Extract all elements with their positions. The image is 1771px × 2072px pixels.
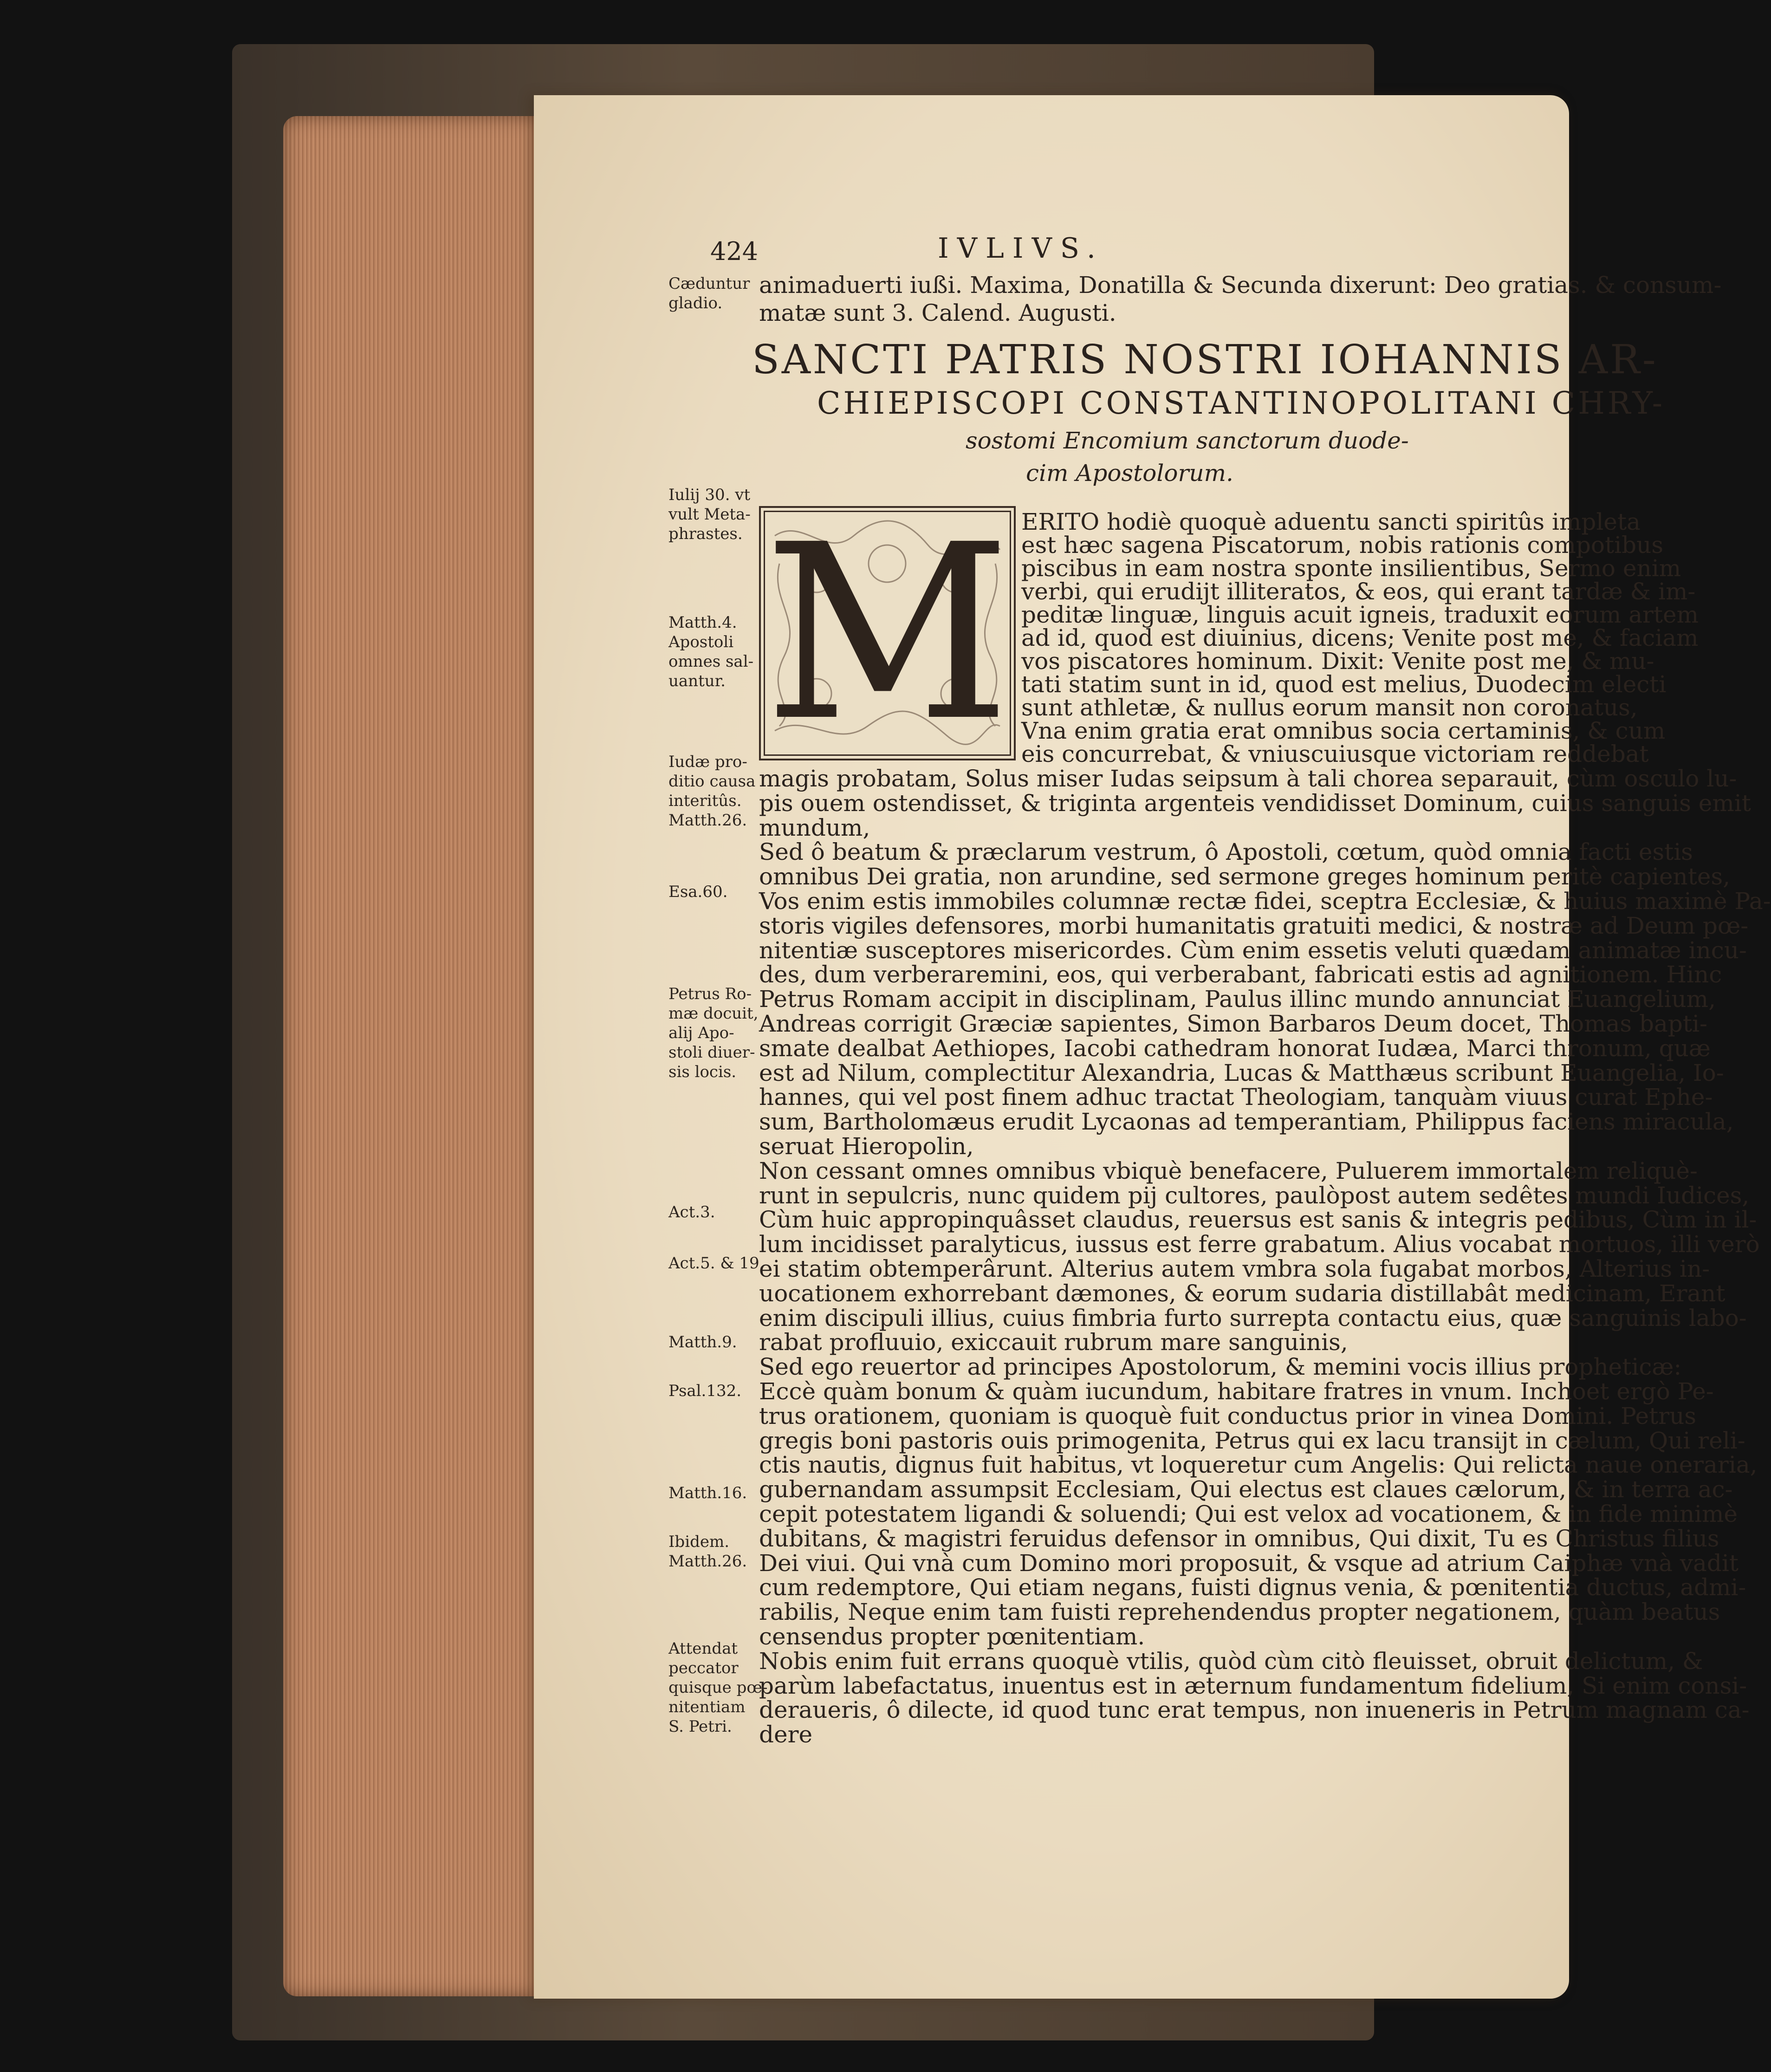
margin-note: Cæduntur gladio. xyxy=(668,274,750,312)
margin-note: Esa.60. xyxy=(668,883,728,901)
margin-note: Matth.16. xyxy=(668,1484,747,1502)
margin-note: Attendat peccator quisque pœ- nitentiam S. Petri. xyxy=(668,1639,768,1736)
text-line: eis concurrebat, & vniuscuiusque victoriam reddebat xyxy=(1021,740,1649,767)
text-line: seruat Hieropolin, xyxy=(759,1133,974,1160)
text-line: cepit potestatem ligandi & soluendi; Qui est velox ad vocationem, & in fide minimè xyxy=(759,1500,1738,1527)
chapter-subtitle: cim Apostolorum. xyxy=(1026,460,1233,487)
text-line: est hæc sagena Piscatorum, nobis rationis compotibus xyxy=(1021,532,1663,559)
text-line: Non cessant omnes omnibus vbiquè benefacere, Puluerem immortalem reliquè- xyxy=(759,1157,1698,1184)
margin-note: Matth.4. Apostoli omnes sal- uantur. xyxy=(668,613,754,690)
text-line: sunt athletæ, & nullus eorum mansit non coronatus, xyxy=(1021,694,1638,721)
chapter-title: SANCTI PATRIS NOSTRI IOHANNIS AR- xyxy=(752,337,1658,383)
margin-note: Act.5. & 19. xyxy=(668,1254,765,1273)
text-line: lum incidisset paralyticus, iussus est ferre grabatum. Alius vocabat mortuos, illi verò xyxy=(759,1231,1760,1258)
ornamental-initial-icon xyxy=(759,493,1016,774)
running-header: IVLIVS. xyxy=(938,232,1104,265)
text-line: enim discipuli illius, cuius fimbria furto surrepta contactu eius, quæ sanguinis labo- xyxy=(759,1304,1747,1332)
text-line: tati statim sunt in id, quod est melius, Duodecim electi xyxy=(1021,671,1667,698)
text-line: Sed ô beatum & præclarum vestrum, ô Apostoli, cœtum, quòd omnia facti estis xyxy=(759,838,1693,866)
text-line: ei statim obtemperârunt. Alterius autem vmbra sola fugabat morbos, Alterius in- xyxy=(759,1255,1710,1282)
text-line: piscibus in eam nostra sponte insilientibus, Sermo enim xyxy=(1021,555,1681,582)
text-line: Andreas corrigit Græciæ sapientes, Simon Barbaros Deum docet, Thomas bapti- xyxy=(759,1010,1707,1037)
text-line: ad id, quod est diuinius, dicens; Venite post me, & faciam xyxy=(1021,624,1699,651)
intro-line: matæ sunt 3. Calend. Augusti. xyxy=(759,299,1116,326)
margin-note: Ibidem. Matth.26. xyxy=(668,1533,747,1571)
text-line: pis ouem ostendisset, & triginta argenteis vendidisset Dominum, cuius sanguis emit xyxy=(759,789,1751,817)
text-line: Petrus Romam accipit in disciplinam, Paulus illinc mundo annunciat Euangelium, xyxy=(759,986,1716,1013)
text-line: deraueris, ô dilecte, id quod tunc erat tempus, non inueneris in Petrum magnam ca- xyxy=(759,1696,1750,1724)
text-line: Vos enim estis immobiles columnæ rectæ fidei, sceptra Ecclesiæ, & huius maximè Pa- xyxy=(759,888,1771,915)
text-line: gubernandam assumpsit Ecclesiam, Qui electus est claues cælorum, & in terra ac- xyxy=(759,1476,1733,1503)
text-line: sum, Bartholomæus erudit Lycaonas ad temperantiam, Philippus faciens miracula, xyxy=(759,1108,1734,1136)
text-line: censendus propter pœnitentiam. xyxy=(759,1623,1145,1650)
text-line: gregis boni pastoris ouis primogenita, Petrus qui ex lacu transijt in cælum, Qui reli- xyxy=(759,1427,1745,1454)
text-line: Dei viui. Qui vnà cum Domino mori proposuit, & vsque ad atrium Caiphæ vnà vadit xyxy=(759,1549,1739,1577)
text-line: ERITO hodiè quoquè aduentu sancti spiritûs impleta xyxy=(1021,508,1641,535)
text-line: peditæ linguæ, linguis acuit igneis, traduxit eorum artem xyxy=(1021,601,1699,628)
text-line: verbi, qui erudijt illiteratos, & eos, qui erant tardæ & im- xyxy=(1021,578,1696,605)
text-line: Cùm huic appropinquâsset claudus, reuersus est sanis & integris pedibus, Cùm in il- xyxy=(759,1206,1757,1234)
text-line: uocationem exhorrebant dæmones, & eorum sudaria distillabât medicinam, Erant xyxy=(759,1280,1726,1307)
drop-cap-letter: M xyxy=(764,493,1011,774)
text-line: Nobis enim fuit errans quoquè vtilis, quòd cùm citò fleuisset, obruit delictum, & xyxy=(759,1647,1703,1675)
margin-note: Iulij 30. vt vult Meta- phrastes. xyxy=(668,486,751,543)
text-line: smate dealbat Aethiopes, Iacobi cathedram honorat Iudæa, Marci thronum, quæ xyxy=(759,1034,1711,1062)
margin-note: Petrus Ro- mæ docuit, alij Apo- stoli diuer- sis locis. xyxy=(668,985,759,1081)
margin-note: Iudæ pro- ditio causa interitûs. Matth.26. xyxy=(668,753,756,830)
text-line: omnibus Dei gratia, non arundine, sed sermone greges hominum peritè capientes, xyxy=(759,863,1730,890)
text-line: runt in sepulcris, nunc quidem pij cultores, paulòpost autem sedêtes mundi Iudices, xyxy=(759,1182,1750,1209)
text-line: Sed ego reuertor ad principes Apostolorum, & memini vocis illius propheticæ: xyxy=(759,1353,1682,1381)
text-line: rabilis, Neque enim tam fuisti reprehendendus propter negationem, quàm beatus xyxy=(759,1598,1720,1626)
margin-note: Psal.132. xyxy=(668,1382,742,1400)
text-line: hannes, qui vel post finem adhuc tractat Theologiam, tanquàm viuus curat Ephe- xyxy=(759,1084,1713,1111)
page-number: 424 xyxy=(710,237,759,266)
margin-note: Matth.9. xyxy=(668,1333,737,1351)
text-line: ctis nautis, dignus fuit habitus, vt loqueretur cum Angelis: Qui relicta naue oneraria, xyxy=(759,1451,1758,1479)
text-line: dere xyxy=(759,1721,813,1748)
text-line: nitentiæ susceptores misericordes. Cùm enim essetis veluti quædam animatæ incu- xyxy=(759,936,1747,964)
text-line: storis vigiles defensores, morbi humanitatis gratuiti medici, & nostræ ad Deum pœ- xyxy=(759,912,1749,939)
margin-note: Act.3. xyxy=(668,1203,715,1221)
chapter-subtitle: sostomi Encomium sanctorum duode- xyxy=(966,427,1409,454)
text-line: trus orationem, quoniam is quoquè fuit conductus prior in vinea Domini. Petrus xyxy=(759,1402,1696,1429)
text-line: parùm labefactatus, inuentus est in æternum fundamentum fidelium, Si enim consi- xyxy=(759,1672,1747,1699)
chapter-title: CHIEPISCOPI CONSTANTINOPOLITANI CHRY- xyxy=(817,385,1666,421)
text-line: Eccè quàm bonum & quàm iucundum, habitare fratres in vnum. Inchoet ergò Pe- xyxy=(759,1378,1714,1405)
text-line: dubitans, & magistri feruidus defensor in omnibus, Qui dixit, Tu es Christus filius xyxy=(759,1525,1719,1552)
text-line: est ad Nilum, complectitur Alexandria, Lucas & Matthæus scribunt Euangelia, Io- xyxy=(759,1059,1724,1086)
intro-line: animaduerti iußi. Maxima, Donatilla & Secunda dixerunt: Deo gratias. & consum- xyxy=(759,272,1722,299)
text-line: des, dum verberaremini, eos, qui verberabant, fabricati estis ad agnitionem. Hinc xyxy=(759,961,1722,988)
text-line: mundum, xyxy=(759,814,870,841)
text-line: vos piscatores hominum. Dixit: Venite post me, & mu- xyxy=(1021,648,1654,675)
text-line: rabat profluuio, exiccauit rubrum mare sanguinis, xyxy=(759,1329,1348,1356)
page-edges xyxy=(283,116,543,1996)
text-line: Vna enim gratia erat omnibus socia certaminis, & cum xyxy=(1021,717,1666,744)
text-line: cum redemptore, Qui etiam negans, fuisti dignus venia, & pœnitentia ductus, admi- xyxy=(759,1574,1746,1601)
text-line: magis probatam, Solus miser Iudas seipsum à tali chorea separauit, cùm osculo lu- xyxy=(759,765,1737,792)
